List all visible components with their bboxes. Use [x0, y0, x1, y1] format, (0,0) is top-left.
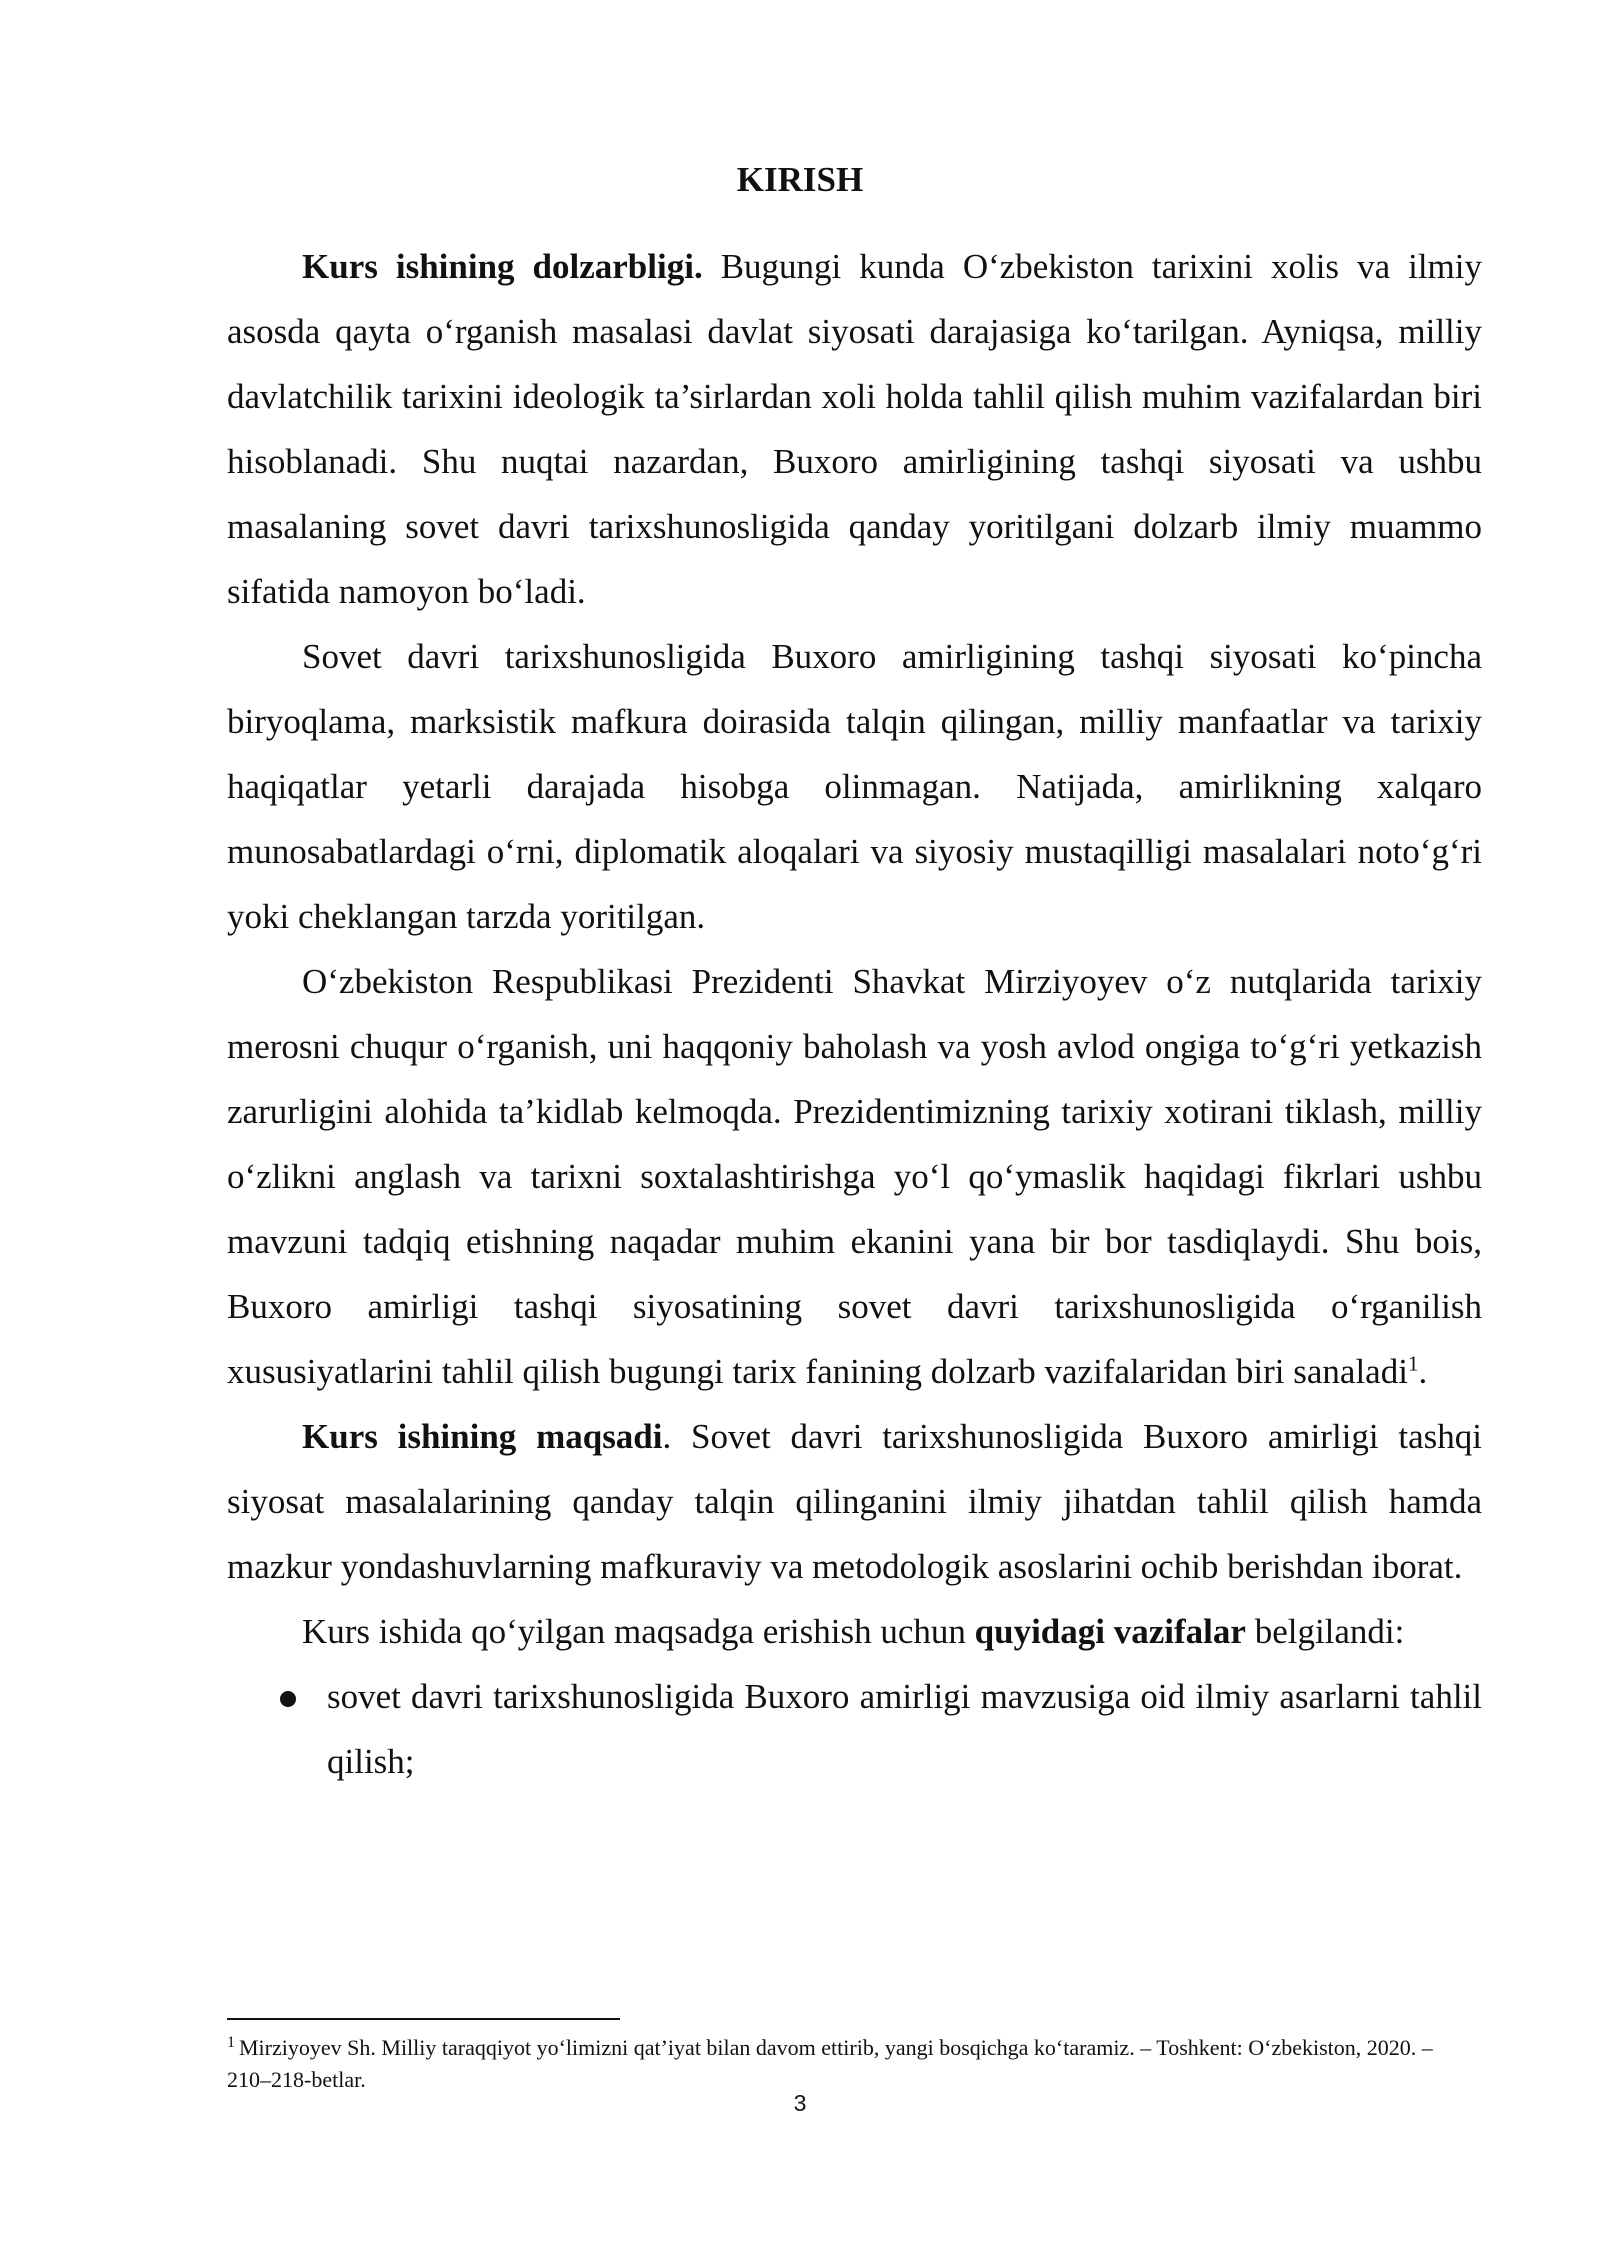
president-text: O‘zbekiston Respublikasi Prezidenti Shavkat Mirziyoyev o‘z nutqlarida tarixiy merosni chuqur o‘rganish, uni haqqoniy baholash va yosh avlod ongiga to‘g‘ri yetkazish zarurligini alohida ta’kidlab kelmoqda. Prezidentimizning tarixiy xotirani tiklash, milliy o‘zlikni anglash va tarixni soxtalashtirishga yo‘l qo‘ymaslik haqidagi fikrlari ushbu mavzuni tadqiq etishning naqadar muhim ekanini yana bir bor tasdiqlaydi. Shu bois, Buxoro amirligi tashqi siyosatining sovet davri tarixshunosligida o‘rganilish xususiyatlarini tahlil qilish bugungi tarix fanining dolzarb vazifalaridan biri sanaladi: [227, 962, 1482, 1391]
list-item: [227, 1664, 1482, 1794]
paragraph-goal: [227, 1404, 1482, 1599]
footnote: [227, 2032, 1482, 2096]
page-number: 3: [793, 2090, 807, 2116]
relevance-label: Kurs ishining dolzarbligi.: [302, 247, 703, 286]
paragraph-president: [227, 949, 1482, 1404]
tasks-intro-before: Kurs ishida qo‘yilgan maqsadga erishish uchun: [302, 1612, 975, 1651]
paragraph-relevance: [227, 234, 1482, 624]
footnote-reference[interactable]: 1: [1407, 1351, 1419, 1376]
relevance-text: Bugungi kunda O‘zbekiston tarixini xolis va ilmiy asosda qayta o‘rganish masalasi davlat siyosati darajasiga ko‘tarilgan. Ayniqsa, milliy davlatchilik tarixini ideologik ta’sirlardan xoli holda tahlil qilish muhim vazifalardan biri hisoblanadi. Shu nuqtai nazardan, Buxoro amirligining tashqi siyosati va ushbu masalaning sovet davri tarixshunosligida qanday yoritilgani dolzarb ilmiy muammo sifatida namoyon bo‘ladi.: [227, 247, 1482, 611]
footnote-number: 1: [227, 2033, 235, 2051]
goal-label: Kurs ishining maqsadi: [302, 1417, 663, 1456]
goal-text: . Sovet davri tarixshunosligida Buxoro amirligi tashqi siyosat masalalarining qanday talqin qilinganini ilmiy jihatdan tahlil qilish hamda mazkur yondashuvlarning mafkuraviy va metodologik asoslarini ochib berishdan iborat.: [227, 1417, 1482, 1586]
task-text: sovet davri tarixshunosligida Buxoro amirligi mavzusiga oid ilmiy asarlarni tahlil qilish;: [327, 1677, 1482, 1781]
tasks-list: [227, 1664, 1482, 1794]
tasks-intro-bold: quyidagi vazifalar: [974, 1612, 1246, 1651]
bullet-icon: [280, 1691, 296, 1707]
paragraph-soviet-historiography: Sovet davri tarixshunosligida Buxoro amirligining tashqi siyosati ko‘pincha biryoqlama, marksistik mafkura doirasida talqin qilingan, milliy manfaatlar va tarixiy haqiqatlar yetarli darajada hisobga olinmagan. Natijada, amirlikning xalqaro munosabatlardagi o‘rni, diplomatik aloqalari va siyosiy mustaqilligi masalalari noto‘g‘ri yoki cheklangan tarzda yoritilgan.: [227, 637, 1482, 936]
section-heading: KIRISH: [736, 160, 864, 199]
tasks-intro-after: belgilandi:: [1245, 1612, 1405, 1651]
paragraph-tasks-intro: [227, 1599, 1482, 1664]
president-text-end: .: [1418, 1352, 1428, 1391]
footnote-separator: [227, 2018, 620, 2020]
body-text: [227, 234, 1482, 1794]
footnote-text: Mirziyoyev Sh. Milliy taraqqiyot yo‘limizni qat’iyat bilan davom ettirib, yangi bosqichga ko‘taramiz. – Toshkent: O‘zbekiston, 2020. – 210–218-betlar.: [227, 2035, 1433, 2092]
